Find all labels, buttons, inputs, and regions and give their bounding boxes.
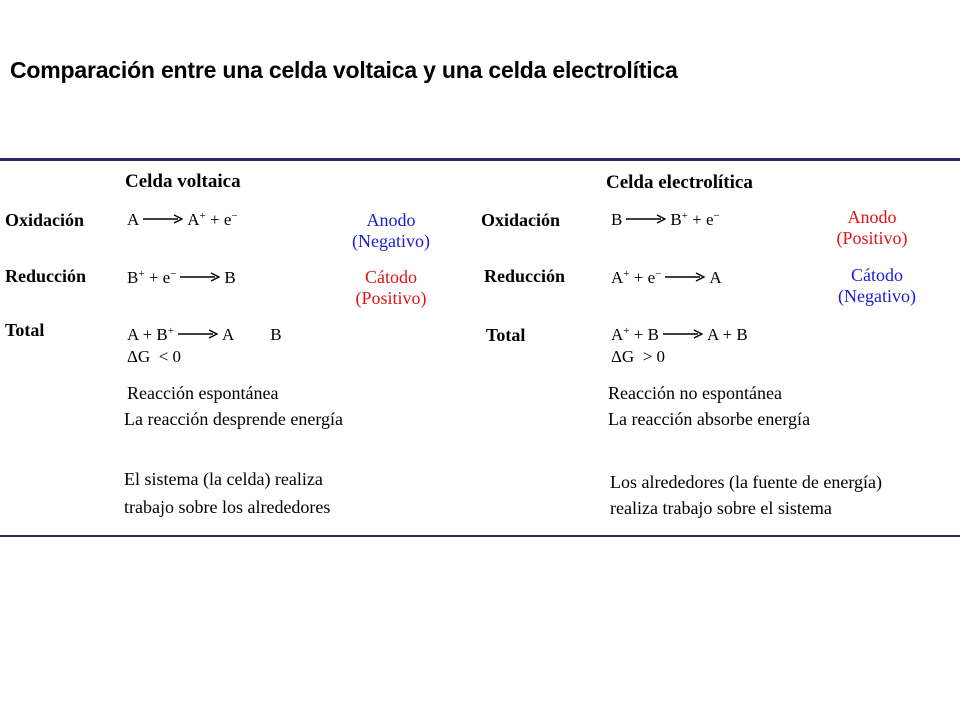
voltaic-delta-g: ΔG < 0 bbox=[127, 347, 182, 366]
reaction-arrow-icon bbox=[180, 272, 220, 282]
table-top-rule bbox=[0, 158, 960, 161]
electrolytic-reduction-label: Reducción bbox=[484, 266, 565, 286]
voltaic-oxidation-equation: A A+ + e− bbox=[127, 210, 238, 229]
electrolytic-reduction-equation: A+ + e− A bbox=[611, 268, 722, 287]
voltaic-cathode-label: Cátodo (Positivo) bbox=[355, 267, 427, 308]
electrolytic-anode-label: Anodo (Positivo) bbox=[836, 207, 908, 248]
electrolytic-oxidation-label: Oxidación bbox=[481, 210, 561, 230]
electrolytic-total-equation: A+ + B A + B bbox=[611, 325, 748, 344]
voltaic-reduction-equation: B+ + e− B bbox=[127, 268, 236, 287]
electrolytic-work-line1: Los alrededores (la fuente de energía) bbox=[610, 472, 883, 492]
reaction-arrow-icon bbox=[665, 272, 705, 282]
electrolytic-header: Celda electrolítica bbox=[606, 172, 753, 193]
voltaic-anode-label: Anodo (Negativo) bbox=[352, 210, 430, 251]
reaction-arrow-icon bbox=[626, 214, 666, 224]
voltaic-work-line1: El sistema (la celda) realiza bbox=[124, 469, 323, 489]
electrolytic-reaction-nonspontaneous: Reacción no espontánea bbox=[608, 383, 782, 403]
voltaic-reaction-spontaneous: Reacción espontánea bbox=[127, 383, 279, 403]
table-bottom-rule bbox=[0, 535, 960, 537]
electrolytic-work-line2: realiza trabajo sobre el sistema bbox=[610, 498, 832, 518]
voltaic-reaction-energy: La reacción desprende energía bbox=[124, 409, 344, 429]
electrolytic-reaction-energy: La reacción absorbe energía bbox=[608, 409, 811, 429]
voltaic-header: Celda voltaica bbox=[125, 171, 241, 192]
electrolytic-delta-g: ΔG > 0 bbox=[611, 347, 666, 366]
voltaic-work-line2: trabajo sobre los alrededores bbox=[124, 497, 331, 517]
electrolytic-total-label: Total bbox=[486, 325, 526, 345]
voltaic-oxidation-label: Oxidación bbox=[5, 210, 85, 230]
reaction-arrow-icon bbox=[178, 329, 218, 339]
page-title: Comparación entre una celda voltaica y una celda electrolítica bbox=[10, 57, 678, 83]
electrolytic-cathode-label: Cátodo (Negativo) bbox=[838, 265, 916, 306]
electrolytic-oxidation-equation: B B+ + e− bbox=[611, 210, 720, 229]
voltaic-total-label: Total bbox=[5, 320, 45, 340]
voltaic-reduction-label: Reducción bbox=[5, 266, 86, 286]
reaction-arrow-icon bbox=[143, 214, 183, 224]
voltaic-total-equation: A + B+ A B bbox=[127, 325, 282, 344]
reaction-arrow-icon bbox=[663, 329, 703, 339]
